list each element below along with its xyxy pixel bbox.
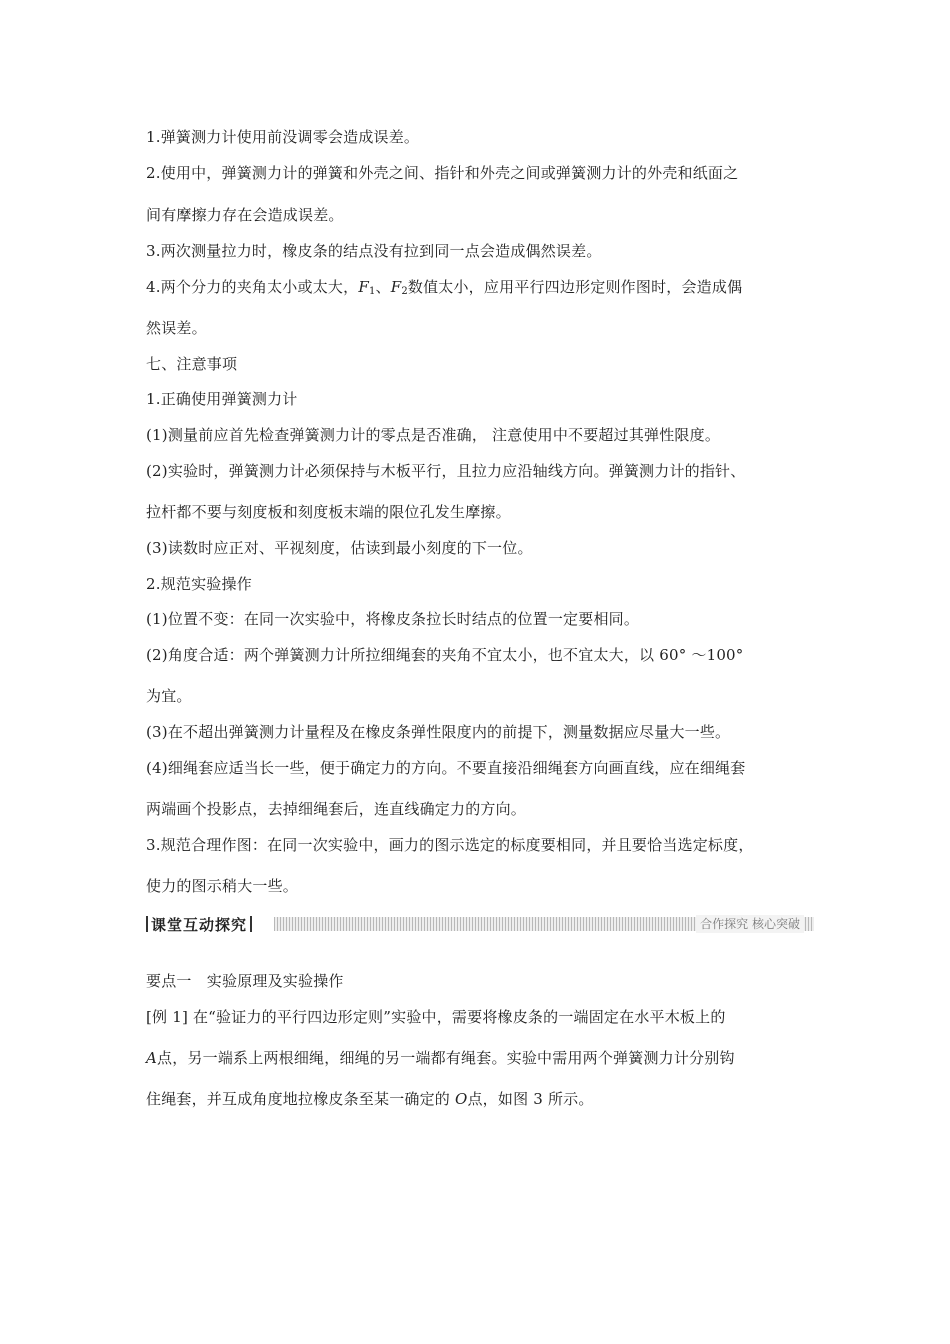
- banner-divider: [250, 916, 252, 932]
- paragraph-line: (4)细绳套应适当长一些，便于确定力的方向。不要直接沿细绳套方向画直线，应在细绳套: [146, 759, 746, 777]
- text-run: 、: [375, 278, 391, 296]
- paragraph-line: 然误差。: [146, 319, 207, 337]
- paragraph-line: (1)位置不变：在同一次实验中，将橡皮条拉长时结点的位置一定要相同。: [146, 610, 640, 628]
- subscript: 2: [401, 286, 408, 297]
- force-symbol: F: [390, 278, 402, 296]
- paragraph-line: 使力的图示稍大一些。: [146, 877, 299, 895]
- section-heading: 七、注意事项: [146, 355, 238, 373]
- text-run: 点，如图 3 所示。: [467, 1090, 594, 1108]
- paragraph-line: 1.弹簧测力计使用前没调零会造成误差。: [146, 128, 420, 146]
- text-run: 4.两个分力的夹角太小或太大，: [146, 278, 359, 296]
- banner-divider: [146, 916, 148, 932]
- paragraph-line: (3)读数时应正对、平视刻度，估读到最小刻度的下一位。: [146, 539, 533, 557]
- subheading: 1.正确使用弹簧测力计: [146, 390, 298, 408]
- banner-title-block: [146, 915, 252, 933]
- banner-subtitle: 合作探究 核心突破: [696, 915, 804, 933]
- point-label: O: [454, 1090, 468, 1108]
- paragraph-line: 拉杆都不要与刻度板和刻度板末端的限位孔发生摩擦。: [146, 503, 511, 521]
- paragraph-line: 间有摩擦力存在会造成误差。: [146, 206, 344, 224]
- subscript: 1: [368, 286, 376, 297]
- text-run: 点，另一端系上两根细绳，细绳的另一端都有绳套。实验中需用两个弹簧测力计分别钩: [157, 1049, 735, 1067]
- paragraph-line: (2)角度合适：两个弹簧测力计所拉细绳套的夹角不宜太小，也不宜太大，以 60° ～100°: [146, 646, 744, 664]
- paragraph-line: 为宜。: [146, 687, 192, 705]
- paragraph-line: [146, 1089, 594, 1109]
- subheading: 要点一 实验原理及实验操作: [146, 972, 344, 990]
- paragraph-line: (3)在不超出弹簧测力计量程及在橡皮条弹性限度内的前提下，测量数据应尽量大一些。: [146, 723, 731, 741]
- force-symbol: F: [358, 278, 369, 296]
- paragraph-line: [例 1] 在“验证力的平行四边形定则”实验中，需要将橡皮条的一端固定在水平木板上的: [146, 1008, 726, 1026]
- banner-title: 课堂互动探究: [151, 915, 248, 934]
- section-banner: [146, 915, 814, 933]
- text-run: 住绳套，并互成角度地拉橡皮条至某一确定的: [146, 1090, 455, 1108]
- paragraph-line: (1)测量前应首先检查弹簧测力计的零点是否准确， 注意使用中不要超过其弹性限度。: [146, 426, 721, 444]
- paragraph-line: [146, 1048, 735, 1068]
- paragraph-line: 2.使用中，弹簧测力计的弹簧和外壳之间、指针和外壳之间或弹簧测力计的外壳和纸面之: [146, 164, 739, 182]
- point-label: A: [146, 1049, 158, 1067]
- subheading: 2.规范实验操作: [146, 575, 252, 593]
- paragraph-line: 3.两次测量拉力时，橡皮条的结点没有拉到同一点会造成偶然误差。: [146, 242, 602, 260]
- text-run: 数值太小，应用平行四边形定则作图时，会造成偶: [407, 278, 743, 296]
- paragraph-line: [146, 277, 742, 302]
- paragraph-line: 两端画个投影点，去掉细绳套后，连直线确定力的方向。: [146, 800, 527, 818]
- paragraph-line: (2)实验时，弹簧测力计必须保持与木板平行，且拉力应沿轴线方向。弹簧测力计的指针、: [146, 462, 746, 480]
- paragraph-line: 3.规范合理作图：在同一次实验中，画力的图示选定的标度要相同，并且要恰当选定标度，: [146, 836, 754, 854]
